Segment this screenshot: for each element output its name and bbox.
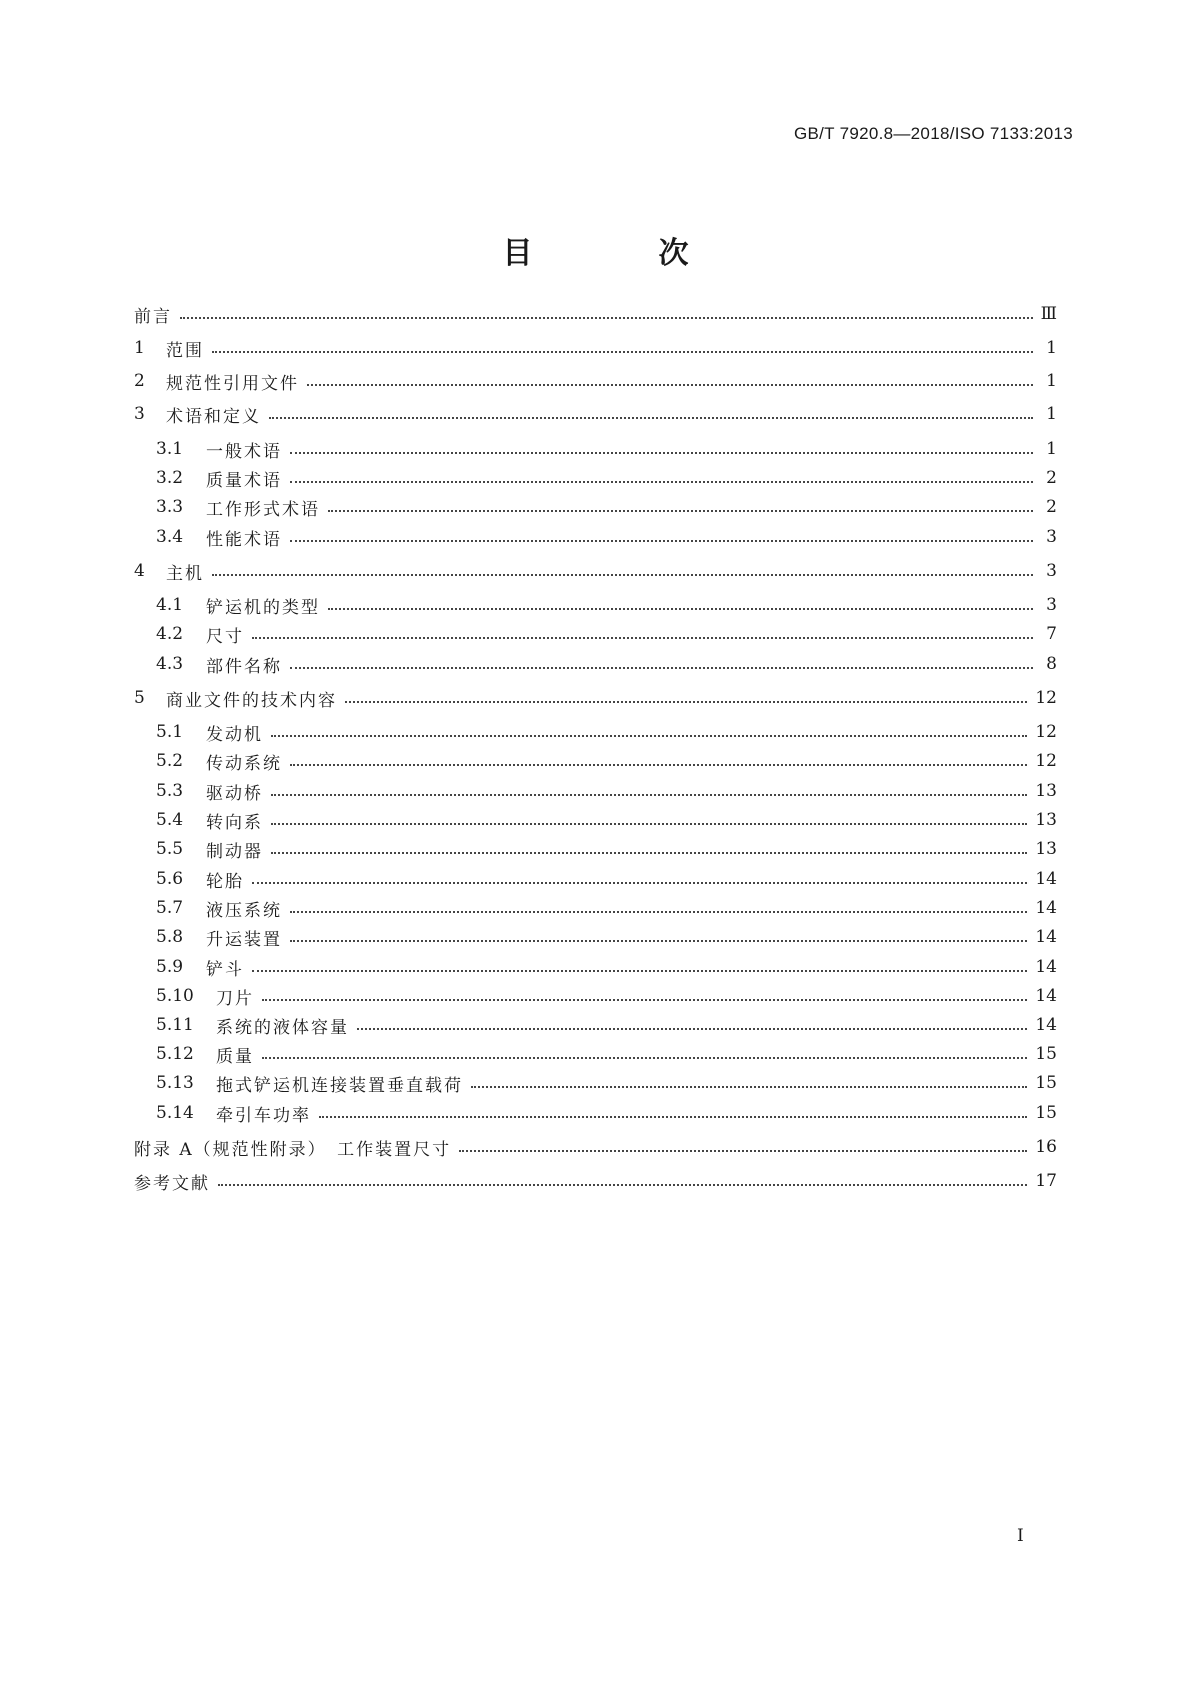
toc-entry-label: 升运装置 bbox=[206, 929, 282, 950]
toc-leader-dots bbox=[180, 316, 1033, 319]
toc-entry-label: 传动系统 bbox=[206, 753, 282, 774]
toc-leader-dots bbox=[252, 969, 1027, 972]
toc-leader-dots bbox=[290, 451, 1033, 454]
toc-entry-number: 5.9 bbox=[156, 957, 184, 977]
toc-entry[interactable] bbox=[156, 1100, 1057, 1126]
toc-leader-dots bbox=[290, 939, 1027, 942]
toc-entry-label: 尺寸 bbox=[206, 626, 244, 647]
toc-entry-number: 4.1 bbox=[156, 595, 184, 615]
footer-page-number: I bbox=[1017, 1526, 1024, 1546]
toc-entry-label: 主机 bbox=[166, 563, 204, 584]
toc-entry-page: 3 bbox=[1046, 595, 1057, 615]
toc-entry-label: 拖式铲运机连接装置垂直载荷 bbox=[216, 1075, 463, 1096]
toc-leader-dots bbox=[271, 851, 1027, 854]
toc-entry-page: 14 bbox=[1035, 986, 1057, 1006]
toc-entry-page: 15 bbox=[1035, 1073, 1057, 1093]
toc-entry-label: 质量术语 bbox=[206, 470, 282, 491]
toc-entry-number: 5.12 bbox=[156, 1044, 194, 1064]
toc-entry-page: 1 bbox=[1046, 371, 1057, 391]
toc-entry-page: 17 bbox=[1035, 1171, 1057, 1191]
toc-entry[interactable] bbox=[156, 621, 1057, 647]
toc-entry-page: 1 bbox=[1046, 338, 1057, 358]
toc-entry[interactable] bbox=[156, 494, 1057, 520]
toc-entry[interactable] bbox=[134, 368, 1057, 394]
toc-entry[interactable] bbox=[156, 436, 1057, 462]
toc-entry-number: 5.8 bbox=[156, 927, 184, 947]
toc-leader-dots bbox=[328, 509, 1033, 512]
toc-entry-page: 3 bbox=[1046, 561, 1057, 581]
toc-entry-label: 范围 bbox=[166, 340, 204, 361]
toc-entry-number: 3.1 bbox=[156, 439, 184, 459]
toc-entry[interactable] bbox=[134, 558, 1057, 584]
toc-entry-number: 3.2 bbox=[156, 468, 184, 488]
toc-entry-number: 5.3 bbox=[156, 781, 184, 801]
toc-entry-label: 附录 A（规范性附录） 工作装置尺寸 bbox=[134, 1139, 452, 1160]
toc-entry[interactable] bbox=[156, 924, 1057, 950]
toc-entry-number: 5.13 bbox=[156, 1073, 194, 1093]
toc-entry-label: 工作形式术语 bbox=[206, 499, 320, 520]
toc-entry-number: 5.14 bbox=[156, 1103, 194, 1123]
toc-entry-page: 2 bbox=[1046, 468, 1057, 488]
toc-leader-dots bbox=[290, 910, 1027, 913]
toc-leader-dots bbox=[212, 350, 1033, 353]
toc-leader-dots bbox=[269, 416, 1033, 419]
toc-entry[interactable] bbox=[134, 685, 1057, 711]
toc-leader-dots bbox=[262, 1056, 1027, 1059]
toc-entry[interactable] bbox=[134, 335, 1057, 361]
toc-leader-dots bbox=[271, 793, 1027, 796]
toc-entry-label: 性能术语 bbox=[206, 529, 282, 550]
toc-entry[interactable] bbox=[156, 524, 1057, 550]
toc-entry-number: 4.2 bbox=[156, 624, 184, 644]
toc-entry-label: 系统的液体容量 bbox=[216, 1017, 349, 1038]
toc-entry-page: 1 bbox=[1046, 404, 1057, 424]
toc-entry-label: 质量 bbox=[216, 1046, 254, 1067]
toc-entry-page: 14 bbox=[1035, 869, 1057, 889]
toc-entry[interactable] bbox=[156, 866, 1057, 892]
toc-entry-number: 5.6 bbox=[156, 869, 184, 889]
toc-entry-page: 2 bbox=[1046, 497, 1057, 517]
toc-entry-label: 驱动桥 bbox=[206, 783, 263, 804]
toc-entry-label: 术语和定义 bbox=[166, 406, 261, 427]
toc-leader-dots bbox=[271, 734, 1027, 737]
toc-entry-page: 13 bbox=[1035, 810, 1057, 830]
toc-entry-page: 15 bbox=[1035, 1044, 1057, 1064]
toc-entry[interactable] bbox=[156, 651, 1057, 677]
toc-leader-dots bbox=[290, 763, 1027, 766]
toc-entry-page: 16 bbox=[1035, 1137, 1057, 1157]
toc-entry-page: 13 bbox=[1035, 839, 1057, 859]
toc-entry-page: 3 bbox=[1046, 527, 1057, 547]
toc-entry[interactable] bbox=[156, 1012, 1057, 1038]
toc-leader-dots bbox=[290, 480, 1033, 483]
toc-entry[interactable] bbox=[134, 1168, 1057, 1194]
toc-leader-dots bbox=[290, 666, 1033, 669]
toc-entry-label: 商业文件的技术内容 bbox=[166, 690, 337, 711]
toc-entry-label: 刀片 bbox=[216, 988, 254, 1009]
toc-entry-number: 5.2 bbox=[156, 751, 184, 771]
toc-entry[interactable] bbox=[134, 1134, 1057, 1160]
toc-entry-page: 8 bbox=[1046, 654, 1057, 674]
toc-entry[interactable] bbox=[156, 1041, 1057, 1067]
toc-entry[interactable] bbox=[156, 954, 1057, 980]
toc-entry-number: 5.10 bbox=[156, 986, 194, 1006]
toc-leader-dots bbox=[271, 822, 1027, 825]
toc-entry-page: 13 bbox=[1035, 781, 1057, 801]
toc-leader-dots bbox=[262, 998, 1027, 1001]
toc-entry-number: 5.5 bbox=[156, 839, 184, 859]
toc-entry-label: 转向系 bbox=[206, 812, 263, 833]
toc-entry-label: 前言 bbox=[134, 306, 172, 327]
toc-entry-label: 液压系统 bbox=[206, 900, 282, 921]
toc-entry-page: 14 bbox=[1035, 927, 1057, 947]
toc-entry-label: 一般术语 bbox=[206, 441, 282, 462]
toc-entry[interactable] bbox=[156, 592, 1057, 618]
toc-entry-number: 5.11 bbox=[156, 1015, 194, 1035]
toc-entry-page: 12 bbox=[1035, 722, 1057, 742]
toc-entry-label: 规范性引用文件 bbox=[166, 373, 299, 394]
toc-entry-label: 制动器 bbox=[206, 841, 263, 862]
toc-leader-dots bbox=[252, 881, 1027, 884]
toc-entry[interactable] bbox=[156, 778, 1057, 804]
toc-entry-number: 5 bbox=[134, 688, 145, 708]
toc-leader-dots bbox=[218, 1183, 1027, 1186]
toc-entry-number: 2 bbox=[134, 371, 145, 391]
toc-entry[interactable] bbox=[156, 748, 1057, 774]
toc-entry[interactable] bbox=[134, 401, 1057, 427]
toc-entry-page: 14 bbox=[1035, 898, 1057, 918]
toc-entry-page: Ⅲ bbox=[1040, 304, 1057, 324]
toc-entry-page: 15 bbox=[1035, 1103, 1057, 1123]
toc-entry-label: 铲运机的类型 bbox=[206, 597, 320, 618]
toc-leader-dots bbox=[290, 539, 1033, 542]
toc-entry[interactable] bbox=[156, 465, 1057, 491]
toc-entry[interactable] bbox=[156, 895, 1057, 921]
toc-leader-dots bbox=[328, 607, 1033, 610]
toc-entry-label: 参考文献 bbox=[134, 1173, 210, 1194]
toc-leader-dots bbox=[319, 1115, 1027, 1118]
toc-entry-label: 发动机 bbox=[206, 724, 263, 745]
toc-leader-dots bbox=[459, 1149, 1027, 1152]
toc-entry[interactable] bbox=[156, 719, 1057, 745]
toc-leader-dots bbox=[307, 383, 1033, 386]
toc-entry-page: 12 bbox=[1035, 751, 1057, 771]
toc-leader-dots bbox=[212, 573, 1033, 576]
toc-entry-label: 牵引车功率 bbox=[216, 1105, 311, 1126]
toc-entry-page: 14 bbox=[1035, 957, 1057, 977]
toc-entry-number: 5.1 bbox=[156, 722, 184, 742]
toc-leader-dots bbox=[471, 1085, 1027, 1088]
toc-entry[interactable] bbox=[156, 983, 1057, 1009]
toc-entry-label: 铲斗 bbox=[206, 959, 244, 980]
toc-entry-number: 5.7 bbox=[156, 898, 184, 918]
toc-entry[interactable] bbox=[156, 836, 1057, 862]
toc-entry-number: 1 bbox=[134, 338, 145, 358]
toc-entry-number: 5.4 bbox=[156, 810, 184, 830]
toc-entry[interactable] bbox=[134, 301, 1057, 327]
toc-entry-number: 3.3 bbox=[156, 497, 184, 517]
standard-code: GB/T 7920.8—2018/ISO 7133:2013 bbox=[794, 124, 1073, 143]
toc-leader-dots bbox=[357, 1027, 1027, 1030]
toc-entry-page: 7 bbox=[1046, 624, 1057, 644]
toc-entry-page: 12 bbox=[1035, 688, 1057, 708]
toc-entry-page: 1 bbox=[1046, 439, 1057, 459]
toc-entry-number: 3.4 bbox=[156, 527, 184, 547]
toc-entry-number: 4 bbox=[134, 561, 145, 581]
toc-entry-number: 3 bbox=[134, 404, 145, 424]
toc-leader-dots bbox=[345, 700, 1027, 703]
toc-entry-number: 4.3 bbox=[156, 654, 184, 674]
page-title: 目 次 bbox=[502, 236, 737, 271]
toc-leader-dots bbox=[252, 636, 1033, 639]
toc-entry[interactable] bbox=[156, 807, 1057, 833]
toc-entry-label: 轮胎 bbox=[206, 871, 244, 892]
toc-entry-page: 14 bbox=[1035, 1015, 1057, 1035]
toc-entry-label: 部件名称 bbox=[206, 656, 282, 677]
toc-entry[interactable] bbox=[156, 1070, 1057, 1096]
